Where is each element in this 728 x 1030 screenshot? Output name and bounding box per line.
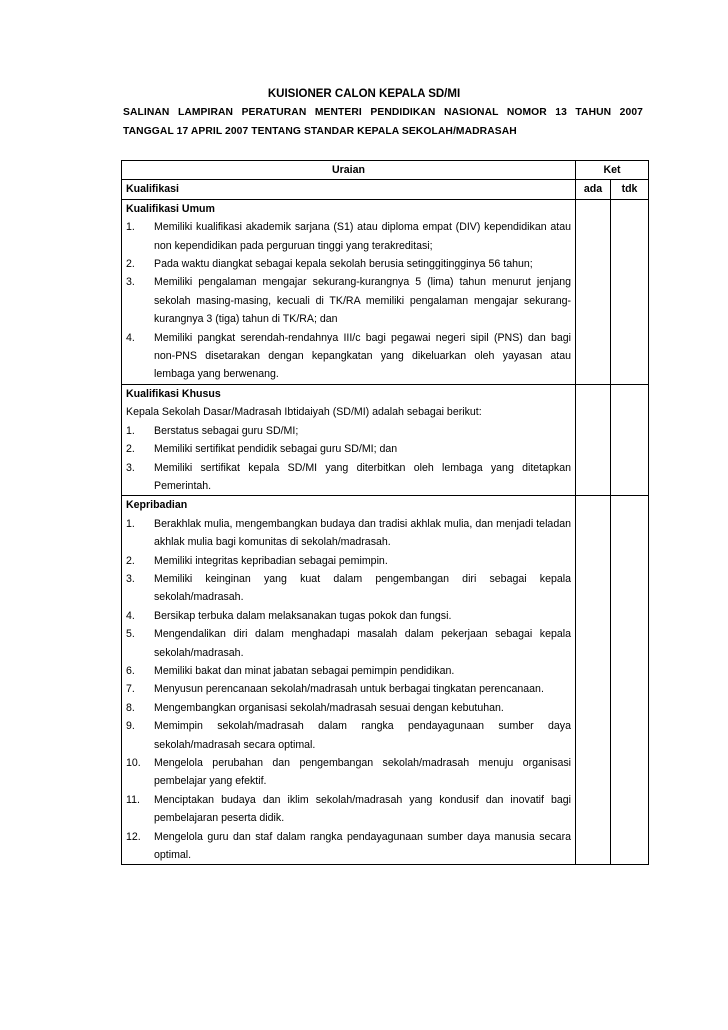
header-tdk: tdk: [611, 180, 649, 199]
list-item: [126, 273, 571, 328]
item-text: Mengelola perubahan dan pengembangan sekolah/madrasah menuju organisasi pembelajar yang efektif.: [154, 757, 571, 788]
list-item: [126, 680, 571, 698]
header-ada: ada: [576, 180, 611, 199]
document-subtitle-line2: TANGGAL 17 APRIL 2007 TENTANG STANDAR KEPALA SEKOLAH/MADRASAH: [123, 126, 517, 137]
tdk-cell[interactable]: [611, 496, 649, 865]
list-item: [126, 662, 571, 680]
item-text: Memimpin sekolah/madrasah dalam rangka pendayagunaan sumber daya sekolah/madrasah secara optimal.: [154, 720, 571, 751]
item-number: 1.: [126, 221, 135, 234]
tdk-cell[interactable]: [611, 199, 649, 384]
list-item: [126, 717, 571, 754]
ada-cell[interactable]: [576, 496, 611, 865]
section-title: Kepribadian: [126, 499, 188, 512]
item-text: Memiliki pangkat serendah-rendahnya III/c bagi pegawai negeri sipil (PNS) dan bagi non-PNS disetarakan dengan kepangkatan yang dikeluarkan oleh yayasan atau lembaga yang berwenang.: [154, 331, 571, 381]
section-row-kualifikasi-umum: [122, 199, 649, 384]
item-number: 9.: [126, 720, 135, 733]
tdk-cell[interactable]: [611, 384, 649, 495]
list-item: [126, 552, 571, 570]
section-row-kepribadian: [122, 496, 649, 865]
item-number: 4.: [126, 609, 135, 622]
item-number: 2.: [126, 258, 135, 271]
list-item: [126, 828, 571, 865]
item-number: 3.: [126, 572, 135, 585]
section-cell: [122, 384, 576, 495]
item-number: 1.: [126, 424, 135, 437]
item-number: 3.: [126, 461, 135, 474]
item-text: Menyusun perencanaan sekolah/madrasah untuk berbagai tingkatan perencanaan.: [154, 683, 544, 696]
item-text: Memiliki bakat dan minat jabatan sebagai pemimpin pendidikan.: [154, 664, 455, 677]
header-ket: Ket: [576, 161, 649, 180]
ada-cell[interactable]: [576, 199, 611, 384]
list-item: [126, 459, 571, 496]
list-item: [126, 422, 571, 440]
section-row-kualifikasi-khusus: [122, 384, 649, 495]
item-number: 4.: [126, 331, 135, 344]
item-text: Bersikap terbuka dalam melaksanakan tugas pokok dan fungsi.: [154, 609, 452, 622]
section-cell: [122, 199, 576, 384]
list-item: [126, 791, 571, 828]
item-text: Mengendalikan diri dalam menghadapi masalah dalam pekerjaan sebagai kepala sekolah/madrasah.: [154, 628, 571, 659]
table-subheader-row: [122, 180, 649, 199]
item-list: [126, 422, 571, 496]
section-intro: Kepala Sekolah Dasar/Madrasah Ibtidaiyah (SD/MI) adalah sebagai berikut:: [126, 406, 482, 419]
header-uraian: Uraian: [122, 161, 576, 180]
list-item: [126, 570, 571, 607]
item-text: Memiliki keinginan yang kuat dalam pengembangan diri sebagai kepala sekolah/madrasah.: [154, 572, 571, 604]
item-text: Memiliki sertifikat kepala SD/MI yang diterbitkan oleh lembaga yang ditetapkan Pemerintah.: [154, 461, 571, 492]
item-number: 2.: [126, 443, 135, 456]
list-item: [126, 218, 571, 255]
table-header-row: [122, 161, 649, 180]
list-item: [126, 515, 571, 552]
item-text: Memiliki sertifikat pendidik sebagai guru SD/MI; dan: [154, 443, 398, 456]
item-text: Memiliki pengalaman mengajar sekurang-kurangnya 5 (lima) tahun menurut jenjang sekolah masing-masing, kecuali di TK/RA memiliki pengalaman mengajar sekurang-kurangnya 3 (tiga) tahun di TK/RA; dan: [154, 276, 571, 326]
item-list: [126, 218, 571, 384]
item-text: Pada waktu diangkat sebagai kepala sekolah berusia setinggitingginya 56 tahun;: [154, 258, 533, 271]
item-number: 7.: [126, 683, 135, 696]
item-text: Memiliki integritas kepribadian sebagai pemimpin.: [154, 554, 388, 567]
item-number: 3.: [126, 276, 135, 289]
section-title: Kualifikasi Khusus: [126, 387, 221, 400]
questionnaire-table: [121, 160, 649, 865]
ada-cell[interactable]: [576, 384, 611, 495]
list-item: [126, 440, 571, 458]
item-number: 8.: [126, 701, 135, 714]
list-item: [126, 329, 571, 384]
group-label-kualifikasi: Kualifikasi: [122, 180, 576, 199]
item-text: Menciptakan budaya dan iklim sekolah/madrasah yang kondusif dan inovatif bagi pembelajaran peserta didik.: [154, 793, 571, 825]
document-subtitle-line1: SALINAN LAMPIRAN PERATURAN MENTERI PENDIDIKAN NASIONAL NOMOR 13 TAHUN 2007: [123, 107, 643, 118]
item-list: [126, 515, 571, 865]
item-text: Memiliki kualifikasi akademik sarjana (S1) atau diploma empat (DIV) kependidikan atau non kependidikan pada perguruan tinggi yang terakreditasi;: [154, 221, 571, 252]
list-item: [126, 625, 571, 662]
item-number: 10.: [126, 757, 141, 769]
item-number: 2.: [126, 554, 135, 567]
document-title: KUISIONER CALON KEPALA SD/MI: [267, 88, 461, 100]
list-item: [126, 607, 571, 625]
list-item: [126, 754, 571, 791]
list-item: [126, 255, 571, 273]
item-text: Berakhlak mulia, mengembangkan budaya dan tradisi akhlak mulia, dan menjadi teladan akhlak mulia bagi komunitas di sekolah/madrasah.: [154, 517, 571, 549]
list-item: [126, 699, 571, 717]
item-number: 1.: [126, 517, 135, 530]
item-number: 5.: [126, 628, 135, 641]
section-cell: [122, 496, 576, 865]
item-text: Mengembangkan organisasi sekolah/madrasah sesuai dengan kebutuhan.: [154, 701, 504, 714]
item-text: Mengelola guru dan staf dalam rangka pendayagunaan sumber daya manusia secara optimal.: [154, 830, 571, 862]
item-number: 11.: [126, 793, 140, 806]
item-number: 6.: [126, 664, 135, 677]
item-number: 12.: [126, 830, 141, 843]
item-text: Berstatus sebagai guru SD/MI;: [154, 424, 299, 437]
section-title: Kualifikasi Umum: [126, 202, 215, 215]
